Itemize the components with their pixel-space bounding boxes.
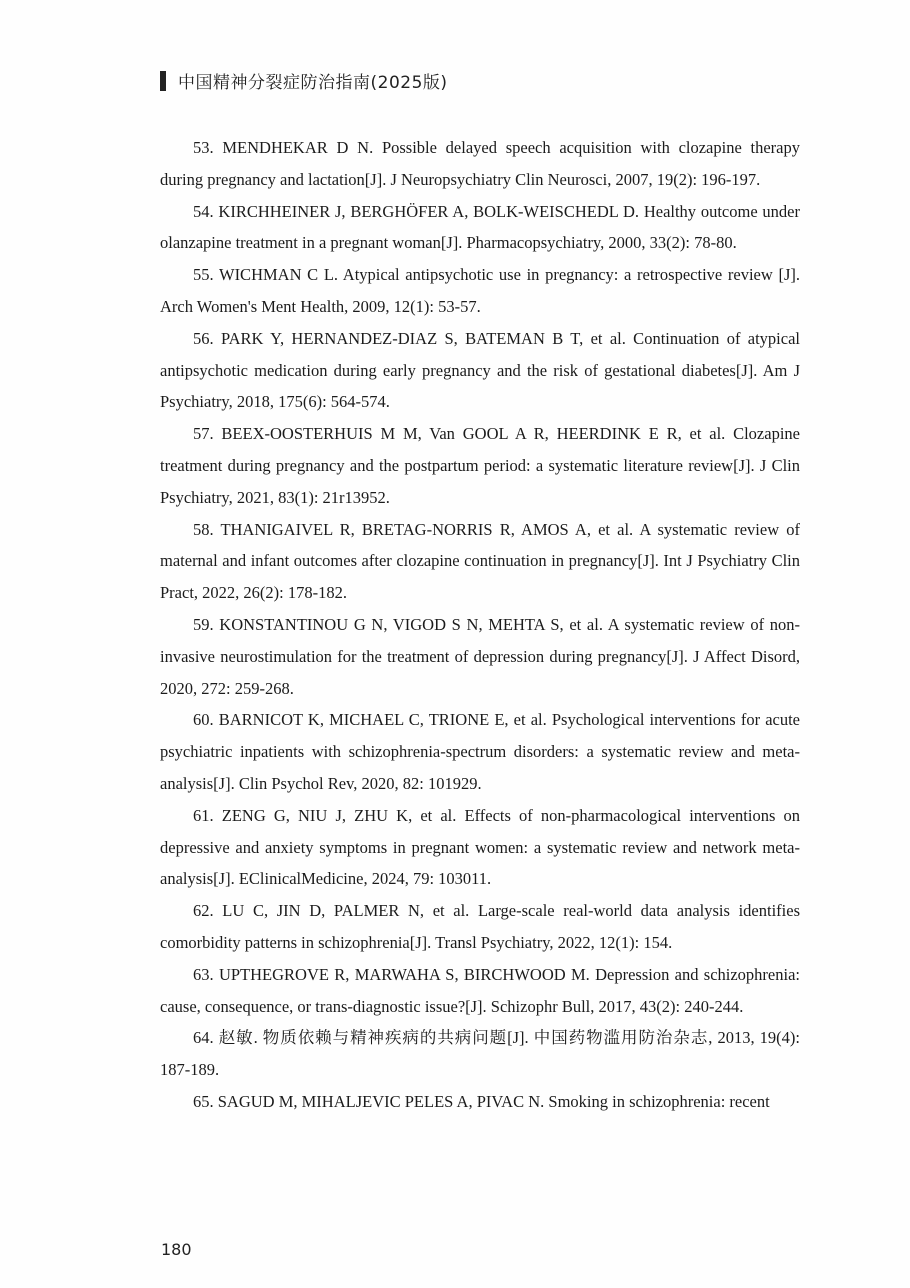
running-header xyxy=(160,68,448,93)
page-number: 180 xyxy=(161,1240,192,1259)
reference-item-65: 65. SAGUD M, MIHALJEVIC PELES A, PIVAC N. Smoking in schizophrenia: recent xyxy=(193,1091,770,1111)
reference-item-57: 57. BEEX-OOSTERHUIS M M, Van GOOL A R, HEERDINK E R, et al. Clozapine treatment during pregnancy and the postpartum period: a systematic literature review[J]. J Clin Psychiatry, 2021, 83(1): 21r13952. xyxy=(160,424,800,507)
reference-item-55: 55. WICHMAN C L. Atypical antipsychotic use in pregnancy: a retrospective review [J]. Arch Women's Ment Health, 2009, 12(1): 53-57. xyxy=(160,265,800,316)
reference-item-64: 64. 赵敏. 物质依赖与精神疾病的共病问题[J]. 中国药物滥用防治杂志, 2013, 19(4): 187-189. xyxy=(160,1028,800,1080)
reference-item-59: 59. KONSTANTINOU G N, VIGOD S N, MEHTA S, et al. A systematic review of non-invasive neurostimulation for the treatment of depression during pregnancy[J]. J Affect Disord, 2020, 272: 259-268. xyxy=(160,614,800,698)
header-marker-bar xyxy=(160,71,166,91)
reference-item-56: 56. PARK Y, HERNANDEZ-DIAZ S, BATEMAN B T, et al. Continuation of atypical antipsychotic medication during early pregnancy and the risk of gestational diabetes[J]. Am J Psychiatry, 2018, 175(6): 564-574. xyxy=(160,328,800,412)
reference-item-62: 62. LU C, JIN D, PALMER N, et al. Large-scale real-world data analysis identifies comorbidity patterns in schizophrenia[J]. Transl Psychiatry, 2022, 12(1): 154. xyxy=(160,901,800,952)
reference-item-60: 60. BARNICOT K, MICHAEL C, TRIONE E, et al. Psychological interventions for acute psychiatric inpatients with schizophrenia-spectrum disorders: a systematic review and meta-analysis[J]. Clin Psychol Rev, 2020, 82: 101929. xyxy=(160,710,800,793)
reference-item-61: 61. ZENG G, NIU J, ZHU K, et al. Effects of non-pharmacological interventions on depressive and anxiety symptoms in pregnant women: a systematic review and network meta-analysis[J]. EClinicalMedicine, 2024, 79: 103011. xyxy=(160,805,800,889)
reference-list xyxy=(160,132,800,1118)
reference-item-58: 58. THANIGAIVEL R, BRETAG-NORRIS R, AMOS A, et al. A systematic review of maternal and infant outcomes after clozapine continuation in pregnancy[J]. Int J Psychiatry Clin Pract, 2022, 26(2): 178-182. xyxy=(160,519,800,603)
reference-item-53: 53. MENDHEKAR D N. Possible delayed speech acquisition with clozapine therapy during pregnancy and lactation[J]. J Neuropsychiatry Clin Neurosci, 2007, 19(2): 196-197. xyxy=(160,138,800,189)
reference-item-63: 63. UPTHEGROVE R, MARWAHA S, BIRCHWOOD M. Depression and schizophrenia: cause, consequence, or trans-diagnostic issue?[J]. Schizophr Bull, 2017, 43(2): 240-244. xyxy=(160,964,800,1016)
header-title: 中国精神分裂症防治指南(2025版) xyxy=(178,73,448,93)
reference-item-54: 54. KIRCHHEINER J, BERGHÖFER A, BOLK-WEISCHEDL D. Healthy outcome under olanzapine treatment in a pregnant woman[J]. Pharmacopsychiatry, 2000, 33(2): 78-80. xyxy=(160,201,800,253)
